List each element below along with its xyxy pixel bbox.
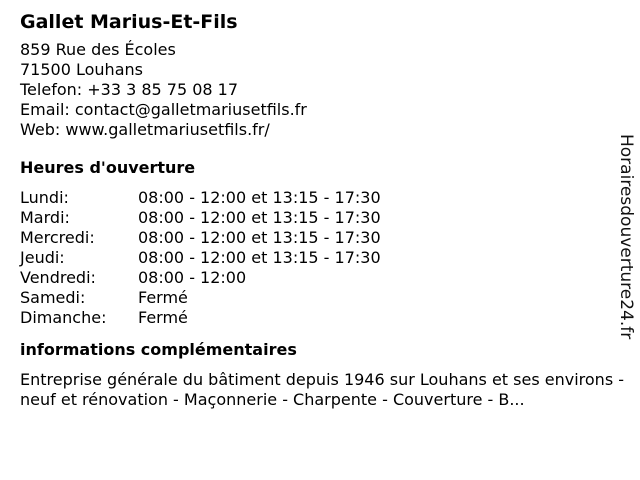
time-value: 08:00 - 12:00 [138,268,247,287]
business-name: Gallet Marius-Et-Fils [20,11,238,33]
day-label: Jeudi: [20,248,65,267]
hours-row-monday [20,188,632,208]
time-value: Fermé [138,288,188,307]
hours-row-thursday [20,248,632,268]
day-label: Samedi: [20,288,86,307]
time-value: 08:00 - 12:00 et 13:15 - 17:30 [138,208,381,227]
hours-row-friday [20,268,632,288]
phone-line: Telefon: +33 3 85 75 08 17 [20,80,239,99]
hours-row-sunday [20,308,632,328]
day-label: Vendredi: [20,268,96,287]
time-value: 08:00 - 12:00 et 13:15 - 17:30 [138,188,381,207]
address-block [20,40,632,140]
time-value: 08:00 - 12:00 et 13:15 - 17:30 [138,248,381,267]
hours-row-saturday [20,288,632,308]
business-description: Entreprise générale du bâtiment depuis 1946 sur Louhans et ses environs - neuf et rénovation - Maçonnerie - Charpente - Couverture - B... [20,370,625,409]
hours-row-wednesday [20,228,632,248]
time-value: 08:00 - 12:00 et 13:15 - 17:30 [138,228,381,247]
opening-hours-heading: Heures d'ouverture [20,158,196,177]
day-label: Mercredi: [20,228,95,247]
business-card [20,8,632,410]
time-value: Fermé [138,308,188,327]
day-label: Mardi: [20,208,70,227]
postal-city: 71500 Louhans [20,60,143,79]
site-watermark: Horairesdouverture24.fr [616,134,636,340]
additional-info-heading: informations complémentaires [20,340,297,359]
day-label: Lundi: [20,188,69,207]
hours-row-tuesday [20,208,632,228]
street-address: 859 Rue des Écoles [20,40,176,59]
opening-hours-table [20,188,632,328]
email-line: Email: contact@galletmariusetfils.fr [20,100,307,119]
day-label: Dimanche: [20,308,107,327]
website-line: Web: www.galletmariusetfils.fr/ [20,120,270,139]
